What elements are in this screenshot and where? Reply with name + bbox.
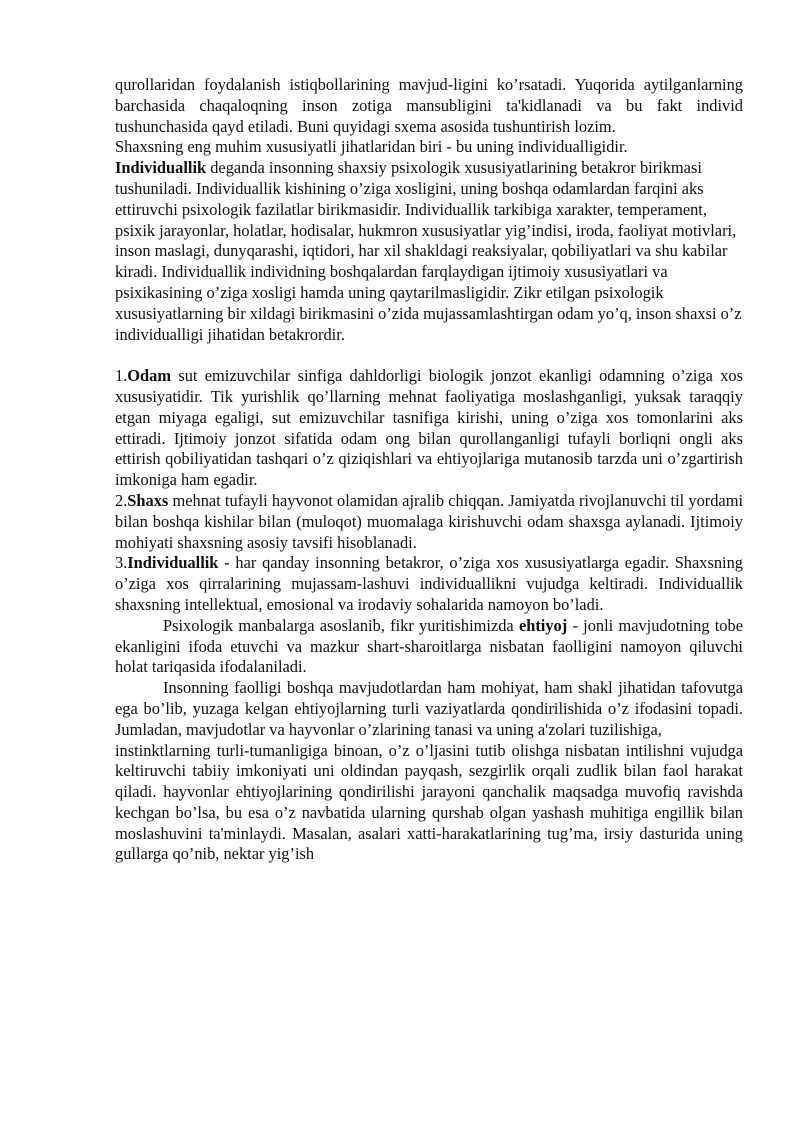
list-number: 1. — [115, 366, 128, 386]
term-individuallik-2: Individuallik — [127, 553, 219, 573]
list-item-individuallik — [115, 553, 743, 615]
document-page — [115, 75, 743, 865]
list-number: 2. — [115, 490, 128, 510]
paragraph-text: - jonli mavjudotning tobe ekanligini ifoda etuvchi va mazkur shart-sharoitlarga nisbatan faolligini namoyon qiluvchi holat tariqasida ifodalaniladi. — [115, 615, 743, 677]
paragraph-activity: Insonning faolligi boshqa mavjudotlardan ham mohiyat, ham shakl jihatidan tafovutga ega bo’lib, yuzaga kelgan ehtiyojlarning turli vaziyatlarda qondirilishida o’z ifodasini topadi. Jumladan, mavjudotlar va hayvonlar o’zlarining tanasi va uning a'zolari tuzilishiga, — [115, 678, 743, 739]
list-item-odam — [115, 366, 743, 491]
definition-text: deganda insonning shaxsiy psixologik xususiyatlarining betakror birikmasi tushuniladi. Individuallik kishining o’ziga xosligini, uning boshqa odamlardan farqini aks ettiruvchi psixologik fazilatlar birikmasidir. Individuallik tarkibiga xarakter, temperament, psixik jarayonlar, holatlar, hodisalar, hukmron xususiyatlar yig’indisi, iroda, faoliyat motivlari, inson maslagi, dunyqarashi, iqtidori, har xil shakldagi reaksiyalar, qobiliyatlari va shu kabilar kiradi. Individuallik individning boshqalardan farqlaydigan ijtimoiy xususiyatlari va psixikasining o’ziga xosligi hamda uning qaytarilmasligidir. Zikr etilgan psixologik xususiyatlarning bir xildagi birikmasini o’zida mujassamlashtirgan odam yo’q, inson shaxsi o’z individualligi jihatidan betakrordir. — [115, 158, 742, 344]
paragraph-individuality-statement: Shaxsning eng muhim xususiyatli jihatlaridan biri - bu uning individualligidir. — [115, 137, 628, 157]
term-individuallik: Individuallik — [115, 158, 207, 178]
paragraph-individuality-definition — [115, 158, 743, 345]
list-item-text: mehnat tufayli hayvonot olamidan ajralib chiqqan. Jamiyatda rivojlanuvchi til yordami bilan boshqa kishilar bilan (muloqot) muomalaga kirishuvchi odam shaxsga aylanadi. Ijtimoiy mohiyati shaxsning asosiy tavsifi hisoblanadi. — [115, 490, 743, 552]
list-item-text: - har qanday insonning betakror, o’ziga xos xususiyatlarga egadir. Shaxsning o’ziga xos qirralarining mujassam-lashuvi individuallikni vujudga keltiradi. Individuallik shaxsning intellektual, emosional va irodaviy sohalarida namoyon bo’ladi. — [115, 553, 743, 614]
paragraph-instincts: instinktlarning turli-tumanligiga binoan, o’z o’ljasini tutib olishga nisbatan intilishni vujudga keltiruvchi tabiiy imkoniyati uni oldindan payqash, sezgirlik orqali zudlik bilan faol harakat qiladi. hayvonlar ehtiyojlarining qondirilishi jarayoni qanchalik maqsadga muvofiq ravishda kechgan bo’lsa, bu esa o’z navbatida ularning qurshab olgan yashash muhitiga engillik bilan moslashuvini ta'minlaydi. Masalan, asalari xatti-harakatlarining tug’ma, irsiy dasturida uning gullarga qo’nib, nektar yig’ish — [115, 740, 743, 864]
paragraph-text: Psixologik manbalarga asoslanib, fikr yuritishimizda — [163, 615, 519, 635]
paragraph-intro: qurollaridan foydalanish istiqbollarining mavjud-ligini ko’rsatadi. Yuqorida aytilganlarning barchasida chaqaloqning inson zotiga mansubligini ta'kidlanadi va bu fakt individ tushunchasida qayd etiladi. Buni quyidagi sxema asosida tushuntirish lozim. — [115, 75, 743, 136]
term-shaxs: Shaxs — [127, 490, 169, 510]
term-ehtiyoj: ehtiyoj — [518, 615, 568, 635]
paragraph-spacer — [115, 345, 743, 366]
list-item-text: sut emizuvchilar sinfiga dahldorligi biologik jonzot ekanligi odamning o’ziga xos xususiyatidir. Tik yurishlik qo’llarning mehnat faoliyatiga moslashganligi, yuksak taraqqiy etgan miyaga egaligi, sut emizuvchilar tasnifiga kirishi, uning o’ziga xos tomonlarini aks ettiradi. Ijtimoiy jonzot sifatida odam ong bilan qurollanganligi tufayli borliqni ongli aks ettirish qobiliyatidan tashqari o’z qiziqishlari va ehtiyojlariga mutanosib tarzda uni o’zgartirish imkoniga ham egadir. — [115, 366, 743, 490]
list-item-shaxs — [115, 491, 743, 553]
paragraph-need — [115, 616, 743, 678]
list-number: 3. — [115, 553, 128, 573]
term-odam: Odam — [127, 366, 172, 386]
